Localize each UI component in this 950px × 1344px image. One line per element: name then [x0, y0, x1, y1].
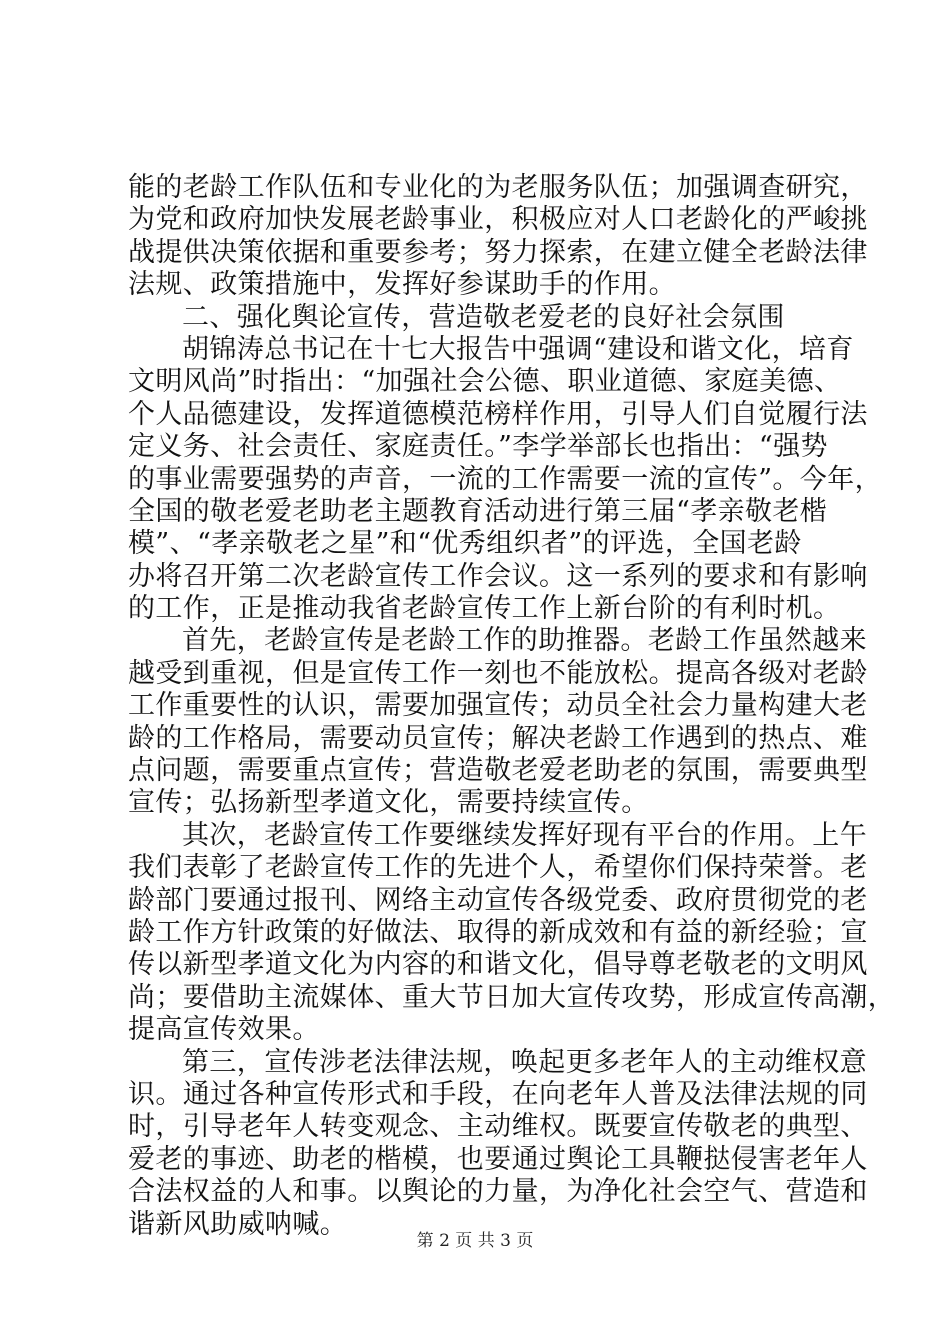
- paragraph-start-line: 胡锦涛总书记在十七大报告中强调“建设和谐文化，培育: [182, 333, 854, 365]
- text-line: 识。通过各种宣传形式和手段，在向老年人普及法律法规的同: [128, 1078, 868, 1110]
- text-line: 时，引导老年人转变观念、主动维权。既要宣传敬老的典型、: [128, 1111, 868, 1143]
- paragraph-start-line: 其次，老龄宣传工作要继续发挥好现有平台的作用。上午: [182, 819, 867, 851]
- text-line: 能的老龄工作队伍和专业化的为老服务队伍；加强调查研究，: [128, 172, 868, 203]
- text-line: 点问题，需要重点宣传；营造敬老爱老助老的氛围，需要典型: [128, 755, 868, 787]
- section-heading: 二、强化舆论宣传，营造敬老爱老的良好社会氛围: [182, 301, 785, 333]
- paragraph-start-line: 首先，老龄宣传是老龄工作的助推器。老龄工作虽然越来: [182, 625, 867, 657]
- text-line: 为党和政府加快发展老龄事业，积极应对人口老龄化的严峻挑: [128, 204, 868, 236]
- text-line: 战提供决策依据和重要参考；努力探索，在建立健全老龄法律: [128, 236, 868, 268]
- text-line: 法规、政策措施中，发挥好参谋助手的作用。: [128, 269, 676, 301]
- text-line: 个人品德建设，发挥道德模范榜样作用，引导人们自觉履行法: [128, 398, 868, 430]
- text-line: 全国的敬老爱老助老主题教育活动进行第三届“孝亲敬老楷: [128, 495, 828, 527]
- text-line: 谐新风助威呐喊。: [128, 1208, 348, 1240]
- text-line: 文明风尚”时指出：“加强社会公德、职业道德、家庭美德、: [128, 366, 842, 398]
- paragraph-start-line: 第三，宣传涉老法律法规，唤起更多老年人的主动维权意: [182, 1046, 867, 1078]
- page-number-footer: 第 2 页 共 3 页: [416, 1231, 534, 1251]
- text-line: 办将召开第二次老龄宣传工作会议。这一系列的要求和有影响: [128, 560, 868, 592]
- text-line: 尚；要借助主流媒体、重大节日加大宣传攻势，形成宣传高潮，: [128, 981, 896, 1013]
- text-line: 模”、“孝亲敬老之星”和“优秀组织者”的评选，全国老龄: [128, 528, 802, 560]
- text-line: 我们表彰了老龄宣传工作的先进个人，希望你们保持荣誉。老: [128, 852, 868, 884]
- text-line: 的事业需要强势的声音，一流的工作需要一流的宣传”。今年，: [128, 463, 883, 495]
- text-line: 合法权益的人和事。以舆论的力量，为净化社会空气、营造和: [128, 1176, 868, 1208]
- text-line: 传以新型孝道文化为内容的和谐文化，倡导尊老敬老的文明风: [128, 949, 868, 981]
- text-line: 龄工作方针政策的好做法、取得的新成效和有益的新经验；宣: [128, 916, 868, 948]
- text-line: 宣传；弘扬新型孝道文化，需要持续宣传。: [128, 787, 649, 819]
- text-line: 越受到重视，但是宣传工作一刻也不能放松。提高各级对老龄: [128, 657, 868, 689]
- text-line: 定义务、社会责任、家庭责任。”李学举部长也指出：“强势: [128, 431, 828, 463]
- document-body: [128, 172, 896, 1241]
- text-line: 提高宣传效果。: [128, 1014, 320, 1046]
- text-line: 工作重要性的认识，需要加强宣传；动员全社会力量构建大老: [128, 690, 868, 722]
- text-line: 的工作，正是推动我省老龄宣传工作上新台阶的有利时机。: [128, 593, 841, 625]
- text-line: 龄的工作格局，需要动员宣传；解决老龄工作遇到的热点、难: [128, 722, 868, 754]
- text-line: 爱老的事迹、助老的楷模，也要通过舆论工具鞭挞侵害老年人: [128, 1143, 868, 1175]
- text-line: 龄部门要通过报刊、网络主动宣传各级党委、政府贯彻党的老: [128, 884, 868, 916]
